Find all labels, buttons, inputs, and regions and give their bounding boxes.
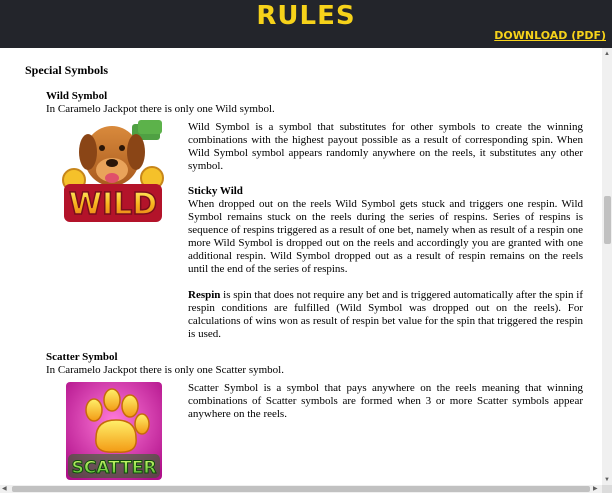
rules-header (0, 0, 612, 48)
respin-term: Respin (188, 289, 221, 301)
scroll-left-icon[interactable]: ◀ (2, 486, 7, 492)
scatter-symbol-image (66, 382, 162, 480)
respin-text: is spin that does not require any bet and is triggered automatically after the spin if respin conditions are fulfilled (Wild Symbol was dropped out on the reels). For calculations of wins won as result of respin bet value for the spin that triggered the respin is used. (188, 289, 583, 340)
scatter-symbol-description: Scatter Symbol is a symbol that pays anywhere on the reels meaning that winning combinations of Scatter symbols are formed when 3 or more Scatter symbols appear anywhere on the reels. (188, 382, 583, 420)
wild-symbol-description: Wild Symbol is a symbol that substitutes for other symbols to create the winning combinations with the highest payout possible as a result of corresponding spin. When Wild Symbol symbol appears randomly anywhere on the reels, it substitutes any other symbol. (188, 121, 583, 172)
scroll-right-icon[interactable]: ▶ (593, 486, 598, 492)
vertical-scroll-thumb[interactable] (604, 196, 611, 244)
wild-symbol-heading: Wild Symbol (46, 90, 108, 102)
scroll-down-icon[interactable]: ▼ (604, 477, 610, 483)
page-title: RULES (256, 1, 356, 31)
horizontal-scrollbar[interactable] (0, 485, 602, 493)
download-pdf-link[interactable]: DOWNLOAD (PDF) (494, 29, 606, 42)
vertical-scrollbar[interactable] (602, 48, 612, 485)
section-title: Special Symbols (25, 63, 109, 77)
sticky-wild-description: When dropped out on the reels Wild Symbol gets stuck and triggers one respin. Wild Symbol remains stuck on the reels during the series of respins. Series of respins is sequence of respins triggered as a result of one bet, namely when as result of a respin one more Wild Symbol is dropped out on the reels and accordingly you are granted with one additional respin. Wild Symbol dropped out as a result of respin remains on the reels until the end of the series of respins. (188, 198, 583, 275)
sticky-wild-heading: Sticky Wild (188, 185, 243, 197)
scroll-up-icon[interactable]: ▲ (604, 51, 610, 57)
svg-text:SCATTER: SCATTER (71, 458, 157, 478)
scrollbar-corner (602, 485, 612, 493)
svg-text:WILD: WILD (68, 187, 158, 222)
horizontal-scroll-thumb[interactable] (12, 486, 590, 492)
scatter-symbol-heading: Scatter Symbol (46, 351, 118, 363)
rules-content-panel[interactable] (0, 48, 602, 485)
wild-symbol-intro: In Caramelo Jackpot there is only one Wild symbol. (46, 103, 275, 115)
scatter-symbol-intro: In Caramelo Jackpot there is only one Scatter symbol. (46, 364, 284, 376)
wild-symbol-image (60, 118, 166, 226)
respin-description (188, 289, 583, 341)
